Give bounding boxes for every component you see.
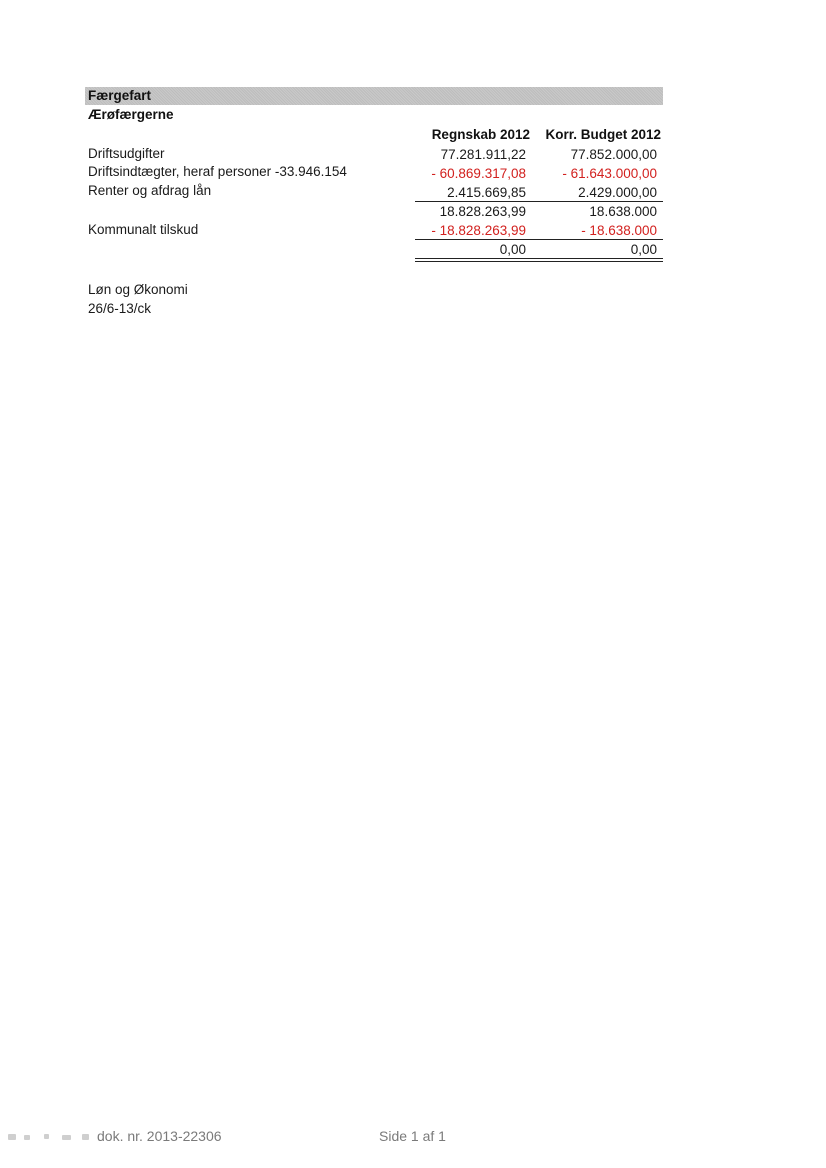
department-note: Løn og Økonomi bbox=[88, 282, 188, 297]
cell-regnskab-driftsindtaegter: - 60.869.317,08 bbox=[431, 166, 526, 181]
scan-artifact bbox=[24, 1135, 30, 1140]
row-label-renter: Renter og afdrag lån bbox=[88, 183, 212, 198]
scan-artifact bbox=[44, 1134, 49, 1139]
footer-page-info: Side 1 af 1 bbox=[379, 1128, 446, 1144]
cell-regnskab-driftsudgifter: 77.281.911,22 bbox=[440, 147, 526, 162]
total-double-rule bbox=[415, 258, 663, 262]
row-label-kommunalt-tilskud: Kommunalt tilskud bbox=[88, 222, 199, 237]
column-header-budget: Korr. Budget 2012 bbox=[545, 127, 661, 142]
cell-budget-total: 0,00 bbox=[630, 242, 657, 257]
cell-budget-driftsindtaegter: - 61.643.000,00 bbox=[562, 166, 657, 181]
subtotal-rule bbox=[415, 201, 663, 202]
section-subtitle: Ærøfærgerne bbox=[88, 107, 174, 122]
total-rule bbox=[415, 239, 663, 240]
cell-regnskab-subtotal: 18.828.263,99 bbox=[439, 204, 526, 219]
scan-artifact bbox=[82, 1134, 89, 1140]
cell-regnskab-total: 0,00 bbox=[499, 242, 526, 257]
section-header-bar bbox=[85, 87, 663, 105]
column-header-regnskab: Regnskab 2012 bbox=[431, 127, 530, 142]
scan-artifact bbox=[62, 1135, 71, 1140]
cell-regnskab-kommunalt-tilskud: - 18.828.263,99 bbox=[431, 223, 526, 238]
row-label-driftsudgifter: Driftsudgifter bbox=[88, 146, 165, 161]
cell-budget-renter: 2.429.000,00 bbox=[578, 185, 657, 200]
footer-doc-number: dok. nr. 2013-22306 bbox=[97, 1128, 222, 1144]
scan-artifact bbox=[8, 1134, 16, 1140]
cell-budget-subtotal: 18.638.000 bbox=[589, 204, 657, 219]
cell-regnskab-renter: 2.415.669,85 bbox=[447, 185, 526, 200]
cell-budget-driftsudgifter: 77.852.000,00 bbox=[570, 147, 657, 162]
reference-note: 26/6-13/ck bbox=[88, 301, 152, 316]
section-title: Færgefart bbox=[88, 88, 152, 103]
cell-budget-kommunalt-tilskud: - 18.638.000 bbox=[581, 223, 657, 238]
row-label-driftsindtaegter: Driftsindtægter, heraf personer -33.946.154 bbox=[88, 164, 347, 179]
